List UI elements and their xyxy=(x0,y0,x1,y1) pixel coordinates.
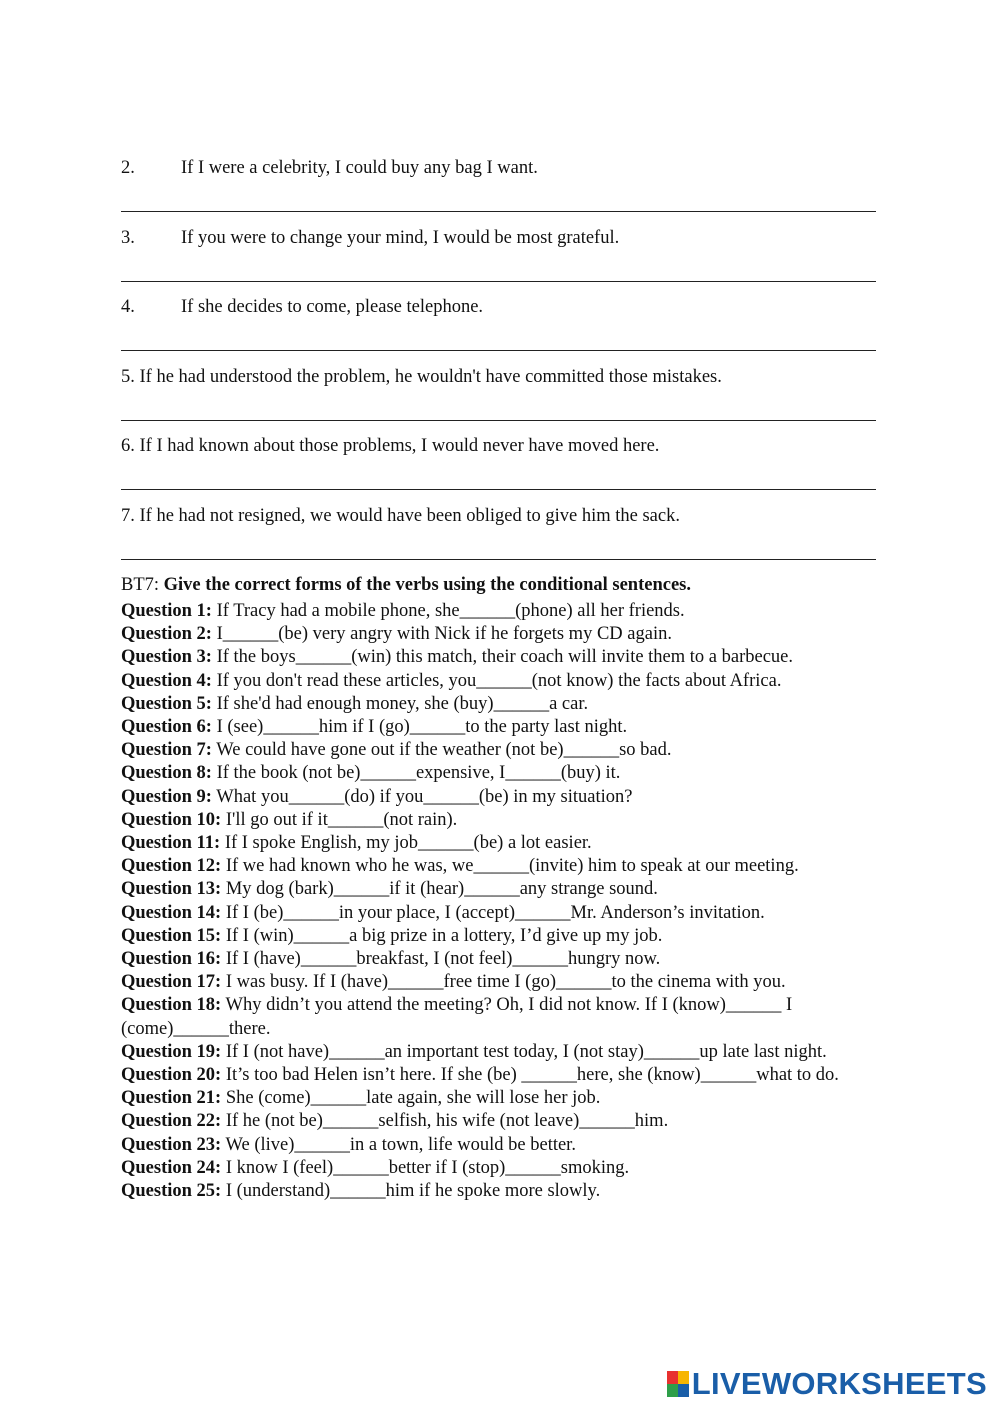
answer-line[interactable] xyxy=(121,489,876,490)
question-13: Question 13: My dog (bark)______if it (hear)______any strange sound. xyxy=(121,879,658,900)
question-2: Question 2: I______(be) very angry with Nick if he forgets my CD again. xyxy=(121,624,672,645)
rewrite-item-2 xyxy=(121,157,876,179)
question-list xyxy=(121,600,876,1203)
question-21: Question 21: She (come)______late again, she will lose her job. xyxy=(121,1088,601,1109)
question-9: Question 9: What you______(do) if you______(be) in my situation? xyxy=(121,786,633,807)
answer-line[interactable] xyxy=(121,420,876,421)
question-18: Question 18: Why didn’t you attend the meeting? Oh, I did not know. If I (know)______ I (come)______there. xyxy=(121,995,793,1039)
section-label: BT7: xyxy=(121,575,164,595)
rewrite-number: 3. xyxy=(121,228,135,248)
rewrite-number: 4. xyxy=(121,297,135,317)
question-1: Question 1: If Tracy had a mobile phone, she______(phone) all her friends. xyxy=(121,601,685,621)
liveworksheets-logo[interactable] xyxy=(667,1366,987,1402)
question-11: Question 11: If I spoke English, my job______(be) a lot easier. xyxy=(121,833,592,854)
rewrite-item-7 xyxy=(121,505,876,527)
section-title xyxy=(121,574,691,596)
rewrite-text: If she decides to come, please telephone. xyxy=(181,297,484,317)
answer-line[interactable] xyxy=(121,281,876,282)
question-22: Question 22: If he (not be)______selfish, his wife (not leave)______him. xyxy=(121,1111,669,1132)
rewrite-text: 7. If he had not resigned, we would have been obliged to give him the sack. xyxy=(121,506,680,526)
question-8: Question 8: If the book (not be)______expensive, I______(buy) it. xyxy=(121,763,621,784)
question-23: Question 23: We (live)______in a town, life would be better. xyxy=(121,1134,576,1155)
question-6: Question 6: I (see)______him if I (go)______to the party last night. xyxy=(121,717,628,738)
question-25: Question 25: I (understand)______him if he spoke more slowly. xyxy=(121,1181,601,1202)
answer-line[interactable] xyxy=(121,350,876,351)
question-5: Question 5: If she'd had enough money, she (buy)______a car. xyxy=(121,693,589,714)
question-4: Question 4: If you don't read these articles, you______(not know) the facts about Africa. xyxy=(121,670,782,691)
question-3: Question 3: If the boys______(win) this match, their coach will invite them to a barbecue. xyxy=(121,647,794,668)
rewrite-text: 6. If I had known about those problems, I would never have moved here. xyxy=(121,436,660,456)
liveworksheets-logo-icon xyxy=(667,1371,689,1397)
question-7: Question 7: We could have gone out if the weather (not be)______so bad. xyxy=(121,740,672,761)
section-instruction: Give the correct forms of the verbs using the conditional sentences. xyxy=(163,575,691,595)
answer-line[interactable] xyxy=(121,559,876,560)
rewrite-number: 2. xyxy=(121,158,135,178)
question-15: Question 15: If I (win)______a big prize in a lottery, I’d give up my job. xyxy=(121,925,663,946)
question-14: Question 14: If I (be)______in your place, I (accept)______Mr. Anderson’s invitation. xyxy=(121,902,765,923)
rewrite-item-3 xyxy=(121,227,876,249)
rewrite-text: If I were a celebrity, I could buy any bag I want. xyxy=(181,158,538,178)
question-10: Question 10: I'll go out if it______(not rain). xyxy=(121,809,458,830)
rewrite-item-4 xyxy=(121,296,876,318)
question-17: Question 17: I was busy. If I (have)______free time I (go)______to the cinema with you. xyxy=(121,972,786,993)
rewrite-item-6 xyxy=(121,435,876,457)
question-24: Question 24: I know I (feel)______better if I (stop)______smoking. xyxy=(121,1157,630,1178)
answer-line[interactable] xyxy=(121,211,876,212)
question-12: Question 12: If we had known who he was, we______(invite) him to speak at our meeting. xyxy=(121,856,799,877)
rewrite-text: If you were to change your mind, I would be most grateful. xyxy=(181,228,620,248)
rewrite-item-5 xyxy=(121,366,876,388)
question-16: Question 16: If I (have)______breakfast, I (not feel)______hungry now. xyxy=(121,949,661,970)
question-20: Question 20: It’s too bad Helen isn’t here. If she (be) ______here, she (know)______what to do. xyxy=(121,1065,839,1086)
question-19: Question 19: If I (not have)______an important test today, I (not stay)______up late last night. xyxy=(121,1041,827,1062)
rewrite-text: 5. If he had understood the problem, he wouldn't have committed those mistakes. xyxy=(121,367,722,387)
brand-name: LIVEWORKSHEETS xyxy=(691,1366,987,1401)
